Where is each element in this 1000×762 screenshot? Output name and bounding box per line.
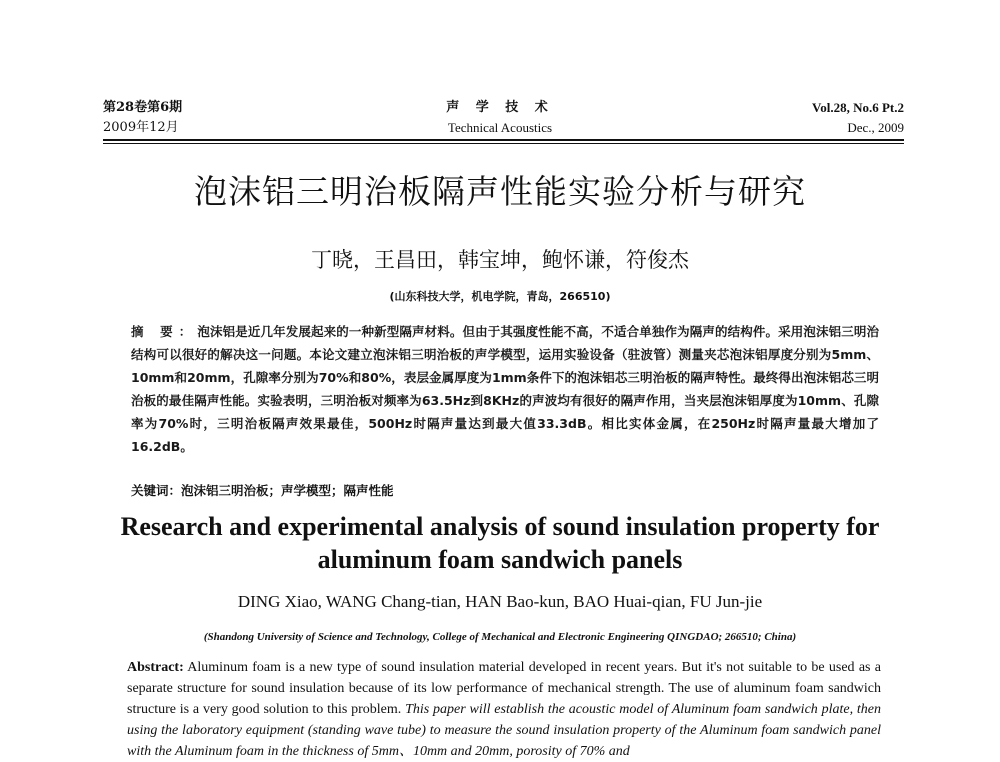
- journal-date-en: Dec., 2009: [847, 120, 904, 135]
- abstract-en-text-1: Aluminum foam is a new type of sound insulation material developed in recent years. But it's not suitable to be used as a separate structure for sound insulation because of its low performance of mechanical strength. The use of aluminum foam sandwich structure is a very good solution to this problem.: [127, 660, 881, 717]
- abstract-cn-text: 泡沫铝是近几年发展起来的一种新型隔声材料。但由于其强度性能不高，不适合单独作为隔声的结构件。采用泡沫铝三明治结构可以很好的解决这一问题。本论文建立泡沫铝三明治板的声学模型，运用实验设备（驻波管）测量夹芯泡沫铝厚度分别为5mm、10mm和20mm，孔隙率分别为70%和80%，表层金属厚度为1mm条件下的泡沫铝芯三明治板的隔声特性。最终得出泡沫铝芯三明治板的最佳隔声性能。实验表明，三明治板对频率为63.5Hz到8KHz的声波均有很好的隔声作用，当夹层泡沫铝厚度为10mm、孔隙率为70%时，三明治板隔声效果最佳，500Hz时隔声量达到最大值33.3dB。相比实体金属，在250Hz时隔声量最大增加了16.2dB。: [131, 324, 879, 454]
- authors-en: DING Xiao, WANG Chang-tian, HAN Bao-kun, BAO Huai-qian, FU Jun-jie: [237, 592, 763, 611]
- abstract-en: [127, 657, 881, 762]
- abstract-en-label: Abstract:: [127, 660, 184, 675]
- keywords-cn-text: 泡沫铝三明治板；声学模型；隔声性能: [181, 483, 394, 498]
- abstract-cn-label: 摘 要：: [131, 324, 198, 339]
- abstract-en-text-2: This paper will establish the acoustic model of Aluminum foam sandwich plate, then using the laboratory equipment (standing wave tube) to measure the sound insulation property of the Aluminum foam sandwich panel with the Aluminum foam in the thickness of 5mm、10mm and 20mm, porosity of 70% and: [127, 702, 881, 759]
- journal-date-cn: 2009年12月: [103, 120, 179, 135]
- paper-title-en: Research and experimental analysis of sound insulation property for aluminum foam sandwich panels: [120, 512, 880, 574]
- journal-name-cn: 声 学 技 术: [446, 100, 554, 115]
- abstract-cn: [131, 320, 879, 458]
- affiliation-en: (Shandong University of Science and Technology, College of Mechanical and Electronic Engineering QINGDAO; 266510; China): [203, 631, 797, 643]
- journal-volume-en: Vol.28, No.6 Pt.2: [812, 100, 904, 115]
- keywords-cn-label: 关键词：: [131, 483, 182, 498]
- journal-volume-issue: 第28卷第6期: [103, 100, 183, 115]
- authors-cn: 丁晓，王昌田，韩宝坤，鲍怀谦，符俊杰: [311, 248, 689, 272]
- header-rule-thin: [103, 143, 904, 144]
- header-rule: [103, 139, 904, 141]
- affiliation-cn: (山东科技大学，机电学院，青岛，266510): [389, 290, 611, 303]
- keywords-cn: [131, 482, 879, 500]
- paper-title-cn: 泡沫铝三明治板隔声性能实验分析与研究: [194, 172, 806, 211]
- journal-name-en: Technical Acoustics: [447, 120, 553, 135]
